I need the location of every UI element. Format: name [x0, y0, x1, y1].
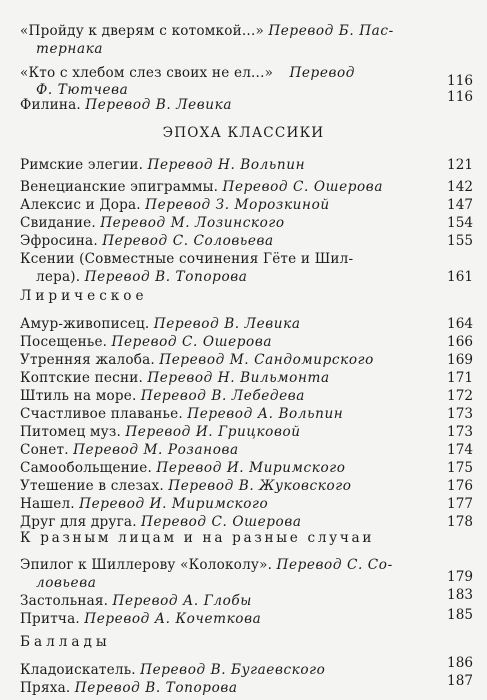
- page-number: 121: [447, 157, 473, 173]
- toc-entry: [20, 156, 473, 174]
- entry-translator: Перевод З. Морозкиной: [145, 197, 330, 213]
- page-number: 176: [447, 478, 473, 494]
- toc-entry: [20, 369, 473, 387]
- page-number: 116: [447, 89, 473, 105]
- page-number: 169: [447, 352, 473, 368]
- toc-entry: [20, 250, 473, 268]
- entry-translator: Перевод В. Левика: [85, 97, 233, 113]
- entry-translator: Перевод М. Сандомирского: [159, 352, 374, 368]
- entry-translator-cont: тернака: [36, 41, 104, 57]
- page-number: 174: [447, 442, 473, 458]
- entry-translator: Перевод С. Со-: [276, 557, 393, 573]
- entry-translator: Перевод Н. Вольпин: [147, 157, 306, 173]
- entry-title: Штиль на море.: [20, 388, 137, 404]
- page-number: 185: [447, 607, 473, 623]
- section-subheading: К разным лицам и на разные случаи: [20, 530, 375, 546]
- entry-translator: Перевод В. Лебедева: [140, 388, 306, 404]
- toc-entry: [20, 459, 473, 477]
- toc-entry: [20, 196, 473, 214]
- toc-entry: [20, 351, 473, 369]
- entry-title: Застольная.: [20, 593, 109, 609]
- toc-entry: [20, 232, 473, 250]
- entry-continuation: ловьева: [36, 575, 97, 591]
- entry-translator: Перевод М. Лозинского: [100, 215, 285, 231]
- page-number: 147: [447, 197, 473, 213]
- entry-title: Кладоискатель.: [20, 662, 136, 678]
- toc-entry-cont: [36, 574, 487, 592]
- toc-entry-cont: [36, 268, 487, 286]
- entry-translator: Перевод В. Топорова: [74, 680, 238, 696]
- entry-title: Венецианские эпиграммы.: [20, 179, 219, 195]
- toc-entry: [20, 495, 473, 513]
- entry-translator-cont: Ф. Тютчева: [36, 82, 129, 98]
- entry-title: Эпилог к Шиллерову «Колоколу».: [20, 557, 273, 573]
- page-number: 186: [447, 655, 473, 671]
- page-number: 155: [447, 233, 473, 249]
- entry-title: Сонет.: [20, 442, 69, 458]
- entry-title: Римские элегии.: [20, 157, 144, 173]
- entry-translator: Перевод А. Кочеткова: [84, 611, 262, 627]
- entry-title: Самообольщение.: [20, 460, 153, 476]
- page-number: 166: [447, 334, 473, 350]
- section-subheading: Баллады: [20, 634, 111, 650]
- entry-title: «Пройду к дверям с котомкой...»: [20, 23, 264, 39]
- entry-translator: Перевод Б. Пас-: [268, 23, 394, 39]
- entry-title: Нашел.: [20, 496, 75, 512]
- toc-entry: [20, 441, 473, 459]
- page-number: 171: [447, 370, 473, 386]
- page-number: 154: [447, 215, 473, 231]
- entry-title: Алексис и Дора.: [20, 197, 141, 213]
- entry-title: Утешение в слезах.: [20, 478, 164, 494]
- entry-translator: Перевод: [289, 65, 356, 81]
- entry-translator: Перевод С. Ошерова: [111, 334, 273, 350]
- entry-title: Свидание.: [20, 215, 96, 231]
- toc-entry: [20, 556, 473, 574]
- entry-translator: Перевод В. Бугаевского: [140, 662, 326, 678]
- entry-title: «Кто с хлебом слез своих не ел...»: [20, 65, 274, 81]
- toc-entry: [20, 477, 473, 495]
- toc-entry: [20, 423, 473, 441]
- page-number: 172: [447, 388, 473, 404]
- entry-translator: Перевод С. Ошерова: [141, 514, 302, 530]
- page-number: 116: [447, 73, 473, 89]
- entry-translator: Перевод М. Розанова: [73, 442, 239, 458]
- entry-translator: Перевод И. Миримского: [79, 496, 269, 512]
- entry-title: Коптские песни.: [20, 370, 143, 386]
- entry-translator: Перевод В. Левика: [153, 316, 301, 332]
- entry-title: Друг для друга.: [20, 514, 137, 530]
- entry-translator: Перевод И. Миримского: [156, 460, 346, 476]
- section-heading: ЭПОХА КЛАССИКИ: [162, 125, 325, 141]
- toc-entry: [20, 405, 473, 423]
- entry-title: Ксении (Совместные сочинения Гёте и Шил-: [20, 251, 354, 267]
- toc-entry: [20, 592, 473, 610]
- entry-title: Амур-живописец.: [20, 316, 150, 332]
- toc-entry: [20, 661, 473, 679]
- page-number: 142: [447, 179, 473, 195]
- entry-translator: Перевод А. Вольпин: [187, 406, 344, 422]
- toc-entry: [20, 96, 473, 114]
- toc-entry: [20, 679, 473, 697]
- page-number: 173: [447, 424, 473, 440]
- entry-translator: Перевод Н. Вильмонта: [147, 370, 330, 386]
- page-number: 161: [447, 269, 473, 285]
- page-number: 177: [447, 496, 473, 512]
- page-number: 173: [447, 406, 473, 422]
- page-number: 164: [447, 316, 473, 332]
- entry-title: Питомец муз.: [20, 424, 122, 440]
- entry-title: Притча.: [20, 611, 80, 627]
- page-number: 179: [447, 569, 473, 585]
- section-subheading: Лирическое: [20, 288, 148, 304]
- toc-entry: [20, 64, 473, 82]
- entry-title: Филина.: [20, 97, 81, 113]
- entry-title: Утренняя жалоба.: [20, 352, 155, 368]
- page-number: 187: [447, 673, 473, 689]
- toc-entry: [20, 610, 473, 628]
- page-number: 178: [447, 514, 473, 530]
- entry-translator: Перевод И. Грицковой: [125, 424, 301, 440]
- entry-title: Эфросина.: [20, 233, 98, 249]
- toc-entry: [20, 387, 473, 405]
- toc-entry: [20, 178, 473, 196]
- page-number: 175: [447, 460, 473, 476]
- entry-title: Пряха.: [20, 680, 71, 696]
- entry-title: Посещенье.: [20, 334, 108, 350]
- entry-continuation: лера).: [36, 269, 81, 285]
- toc-entry: [20, 22, 473, 40]
- entry-translator: Перевод В. Топорова: [84, 269, 248, 285]
- page-number: 183: [447, 587, 473, 603]
- toc-entry: [20, 333, 473, 351]
- entry-translator: Перевод С. Ошерова: [222, 179, 384, 195]
- entry-translator: Перевод В. Жуковского: [168, 478, 352, 494]
- entry-translator: Перевод А. Глобы: [112, 593, 252, 609]
- entry-translator: Перевод С. Соловьева: [102, 233, 274, 249]
- toc-entry-cont: [36, 40, 487, 58]
- toc-entry: [20, 315, 473, 333]
- toc-entry: [20, 214, 473, 232]
- entry-title: Счастливое плаванье.: [20, 406, 183, 422]
